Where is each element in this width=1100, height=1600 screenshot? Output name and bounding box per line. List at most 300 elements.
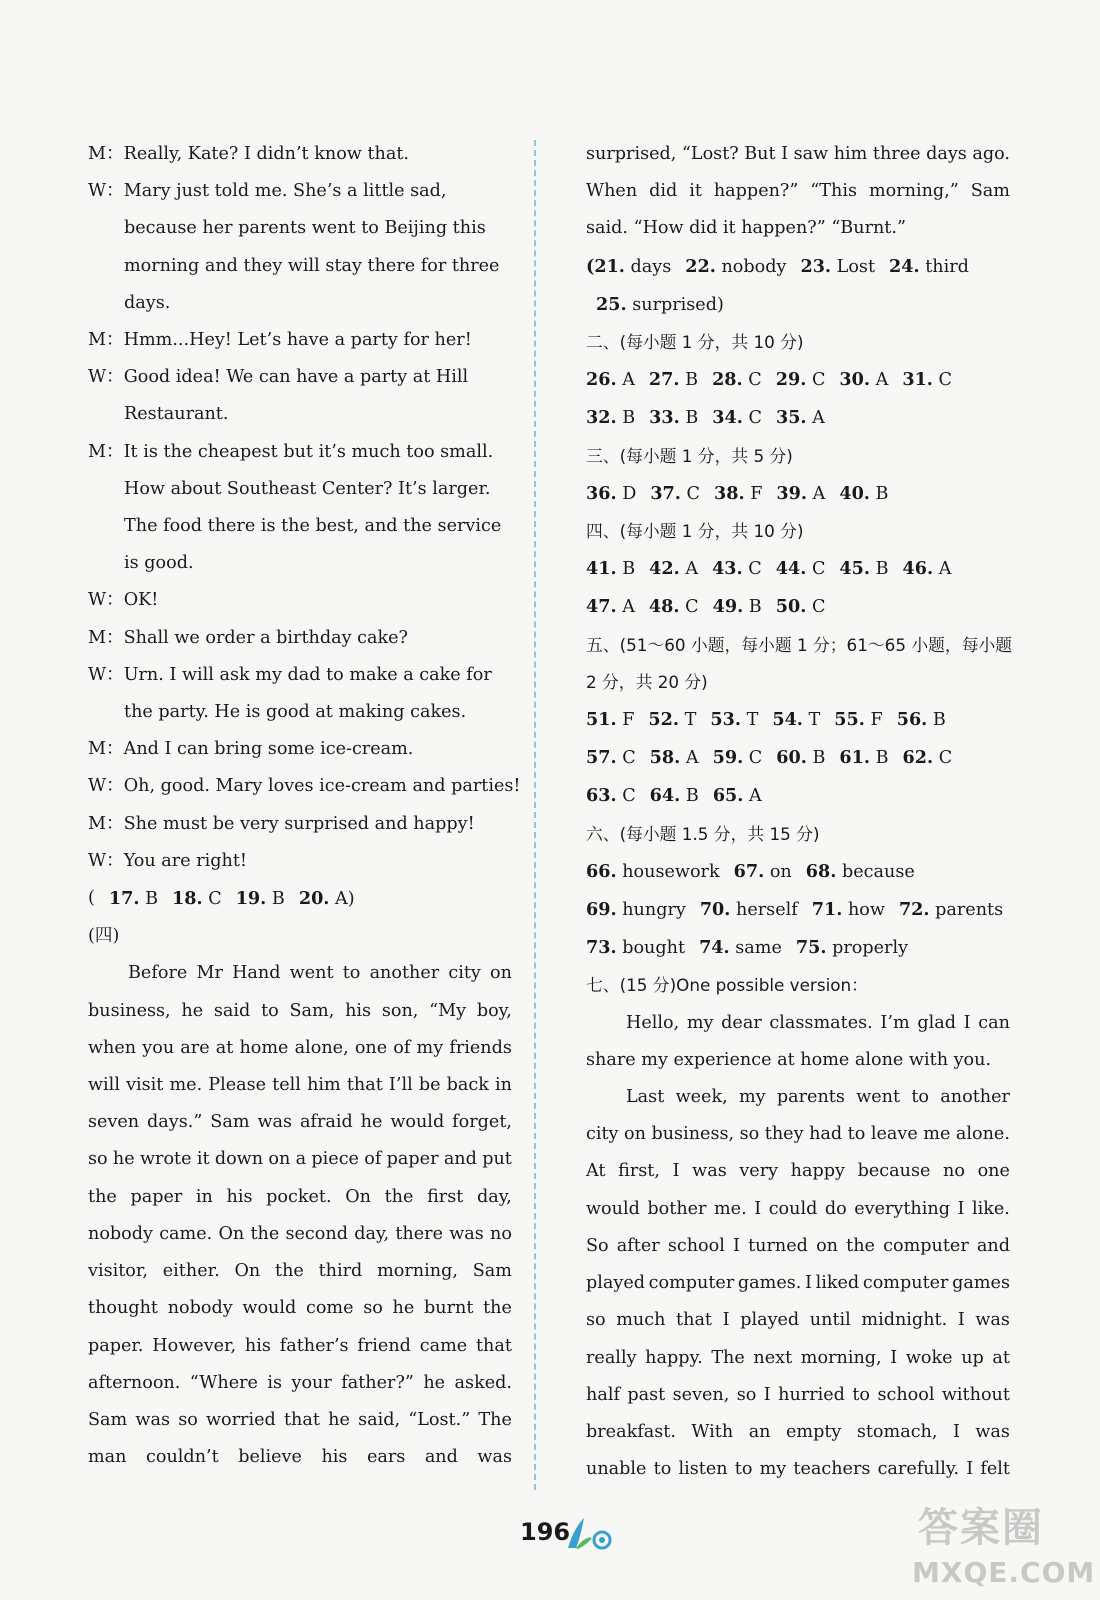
word: worried [206,1409,276,1430]
answer-item [902,361,952,399]
word: a [295,1149,307,1170]
dialogue-text: Shall we order a birthday cake? [123,627,408,648]
word: there [395,1223,443,1244]
answer-value: C [622,786,636,807]
question-number: 25. [596,293,627,315]
word: Before [128,963,188,984]
answer-item [812,891,885,929]
story-line [88,955,512,992]
story-line [88,993,512,1030]
word: said, [358,1409,401,1430]
word: I [672,1161,680,1182]
word: really [586,1347,637,1368]
speaker-label: W： [88,664,124,685]
word: his [345,1000,372,1021]
dialogue-line [88,173,512,210]
word: went [289,963,334,984]
essay-line [586,1228,1010,1265]
word: the [483,1298,512,1319]
word: turned [748,1235,808,1256]
question-number: 31. [902,369,933,391]
word: him [833,144,868,164]
word: came [419,1335,468,1356]
word: paper. [88,1335,144,1356]
question-number: 63. [586,785,617,807]
question-number: 58. [649,747,681,769]
word: played [740,1310,800,1331]
question-number: 59. [712,747,744,769]
word: put [482,1149,512,1170]
speaker-label: M： [88,330,124,351]
dialogue-turn [88,322,512,359]
watermark-bottom: MXQE.COM [912,1556,1096,1589]
answer-value: C [811,597,826,618]
word: Sam [210,1112,250,1133]
swirl-logo-icon [562,1512,614,1552]
story-line [88,1290,512,1327]
answer-item [713,588,762,626]
speaker-label: W： [88,850,124,871]
word: afternoon. [88,1372,181,1393]
word: burnt [424,1298,474,1319]
word: second [285,1223,348,1244]
word: played [586,1273,645,1294]
dialogue-text: You are right! [123,850,247,871]
answer-value: A [938,559,952,580]
question-number: 50. [775,596,807,618]
answer-row [586,361,1010,399]
word: you [142,1037,175,1058]
essay-line [586,1302,1010,1339]
question-number: 64. [649,785,681,807]
dialogue-text: OK! [123,590,159,611]
section-title: 五、(51～60 小题，每小题 1 分；61～65 小题，每小题 [586,634,1013,655]
section-title: 二、(每小题 1 分，共 10 分) [586,332,804,353]
answer-value: B [875,483,889,504]
answer-item [776,739,825,777]
dialogue-text: Urn. I will ask my dad to make a cake for [123,664,492,685]
answer-row [586,891,1010,929]
answer-value: C [686,483,700,504]
question-number: 46. [902,558,934,580]
word: past [627,1384,666,1405]
question-number: 56. [896,709,928,731]
word: very [739,1161,779,1182]
question-number: 26. [586,369,617,391]
answer-item [586,929,685,967]
answer-row [586,475,1010,513]
essay-line [586,1377,1010,1414]
word: dear [721,1012,762,1033]
word: until [809,1310,851,1331]
word: he [360,1112,383,1133]
word: without [941,1384,1010,1405]
question-number: 35. [775,407,807,429]
word: liked [815,1273,860,1294]
answer-value: A [812,408,825,429]
question-number: 66. [586,860,617,882]
word: my [416,1037,444,1058]
word: he [423,1372,446,1393]
word: half [586,1384,620,1405]
word: However, [152,1335,237,1356]
question-number: (21. [586,255,625,277]
word: it [196,1149,210,1170]
word: was [975,1421,1010,1442]
word: when [88,1037,137,1058]
word: he [112,1149,135,1170]
word: leave [870,1124,918,1145]
essay-line [586,1116,1010,1153]
question-number: 70. [699,899,731,921]
answer-item [834,701,882,739]
answer-item [839,739,888,777]
answer-row [586,399,1010,437]
speaker-label: W： [88,590,124,611]
dialogue-text: She must be very surprised and happy! [123,813,475,834]
question-number: 37. [650,482,681,504]
answer-item [839,550,888,588]
word: on [490,963,512,984]
question-number: 60. [776,747,807,769]
word: I [957,1310,965,1331]
question-number: 69. [586,899,617,921]
word: city [448,963,481,984]
essay-line [586,1079,1010,1116]
dialogue-text: the party. He is good at making cakes. [124,702,467,723]
answer-item [699,929,782,967]
speaker-label: M： [88,144,124,164]
word: man [88,1447,127,1468]
answer-row [586,286,1010,324]
word: believe [238,1447,302,1468]
word: city [586,1124,619,1145]
answer-value: hungry [622,900,686,921]
word: bother [647,1198,707,1219]
question-number: 20. [298,888,330,910]
word: friend [357,1335,411,1356]
answer-item [714,475,762,513]
word: three [872,144,921,164]
essay-line [586,1153,1010,1190]
word: on [268,1149,291,1170]
word: Hand [232,963,281,984]
word: On [345,1186,371,1207]
word: was [692,1161,727,1182]
word: he [392,1298,415,1319]
question-number: 67. [733,860,765,882]
dialogue-line [88,545,512,582]
word: wrote [139,1149,192,1170]
word: first [427,1186,464,1207]
speaker-label: W： [88,776,124,797]
answer-row [586,588,1010,626]
answer-item [903,550,952,588]
word: next [753,1347,793,1368]
word: “Where [189,1372,258,1393]
word: couldn’t [146,1447,219,1468]
word: to [261,1000,279,1021]
word: listen [678,1459,728,1480]
answer-value: T [746,710,759,731]
answer-item [649,550,698,588]
question-number: 39. [776,482,808,504]
word: and [976,1235,1010,1256]
answer-value: C [811,370,826,391]
dialogue-line [88,210,512,247]
word: the [275,1261,304,1282]
answer-value: B [685,408,699,429]
dialogue-turn [88,620,512,657]
word: midnight. [861,1310,948,1331]
dialogue-line [88,285,512,322]
watermark [912,1496,1096,1596]
answer-item [839,361,888,399]
answer-item [596,286,724,324]
left-column [88,136,521,1476]
answer-item [685,248,786,286]
word: Last [626,1087,665,1108]
answer-value: B [875,748,889,769]
word: another [940,1087,1010,1108]
word: on [816,1235,839,1256]
answer-value: B [932,710,946,731]
dialogue-turn [88,434,512,583]
word: so [178,1409,198,1430]
word: nobody [88,1223,153,1244]
word: I [805,1273,812,1294]
word: I [963,1012,971,1033]
word: “Lost? [681,144,739,164]
dialogue-text: It is the cheapest but it’s much too small. [123,441,494,462]
word: alone, [294,1037,349,1058]
answer-value: B [622,408,636,429]
word: stomach, [856,1421,938,1442]
answer-value: A [685,748,699,769]
word: that [676,1310,713,1331]
answer-item [586,361,635,399]
question-number: 27. [648,369,680,391]
answer-item [650,475,700,513]
word: Sam [88,1409,128,1430]
answer-value: C [748,370,762,391]
question-number: 52. [648,709,680,731]
story-line [88,1253,512,1290]
dialogue-text: because her parents went to Beijing this [124,218,486,239]
answer-value: A [749,786,762,807]
dialogue-turn [88,657,512,731]
story-line [88,1365,512,1402]
essay-line [586,1414,1010,1451]
story-line [88,1104,512,1141]
dialogue-line [88,396,512,433]
column-divider [534,140,536,1490]
word: “This [810,181,858,202]
word: I [733,1235,740,1256]
speaker-label: M： [88,627,124,648]
word: I [957,1198,965,1219]
answer-item [712,550,762,588]
word: was [257,1112,293,1133]
story-line [88,1067,512,1104]
word: the [88,1186,117,1207]
answer-value: A [622,370,635,391]
question-number: 73. [586,937,617,959]
dialogue-text: morning and they will stay there for three [124,255,500,276]
word: happy [790,1161,845,1182]
word: is [267,1372,283,1393]
question-number: 65. [712,785,744,807]
word: did [649,181,678,202]
word: was [135,1409,170,1430]
question-number: 18. [172,888,203,910]
story-line [88,1439,512,1476]
word: When [586,181,638,202]
question-number: 74. [699,937,730,959]
word: I [763,1384,771,1405]
answer-item [649,588,699,626]
word: to [911,1087,930,1108]
word: so [586,1310,606,1331]
answer-value: parents [935,900,1004,921]
answer-row [586,929,1010,967]
answer-item [700,891,798,929]
section-title: 四、(每小题 1 分，共 10 分) [586,521,804,542]
answer-item [648,701,696,739]
story-line [586,136,1010,173]
word: visitor, [88,1261,148,1282]
story-line [88,1328,512,1365]
question-number: 24. [889,255,920,277]
question-number: 40. [839,482,870,504]
word: alone. [955,1124,1010,1145]
answer-item [899,891,1003,929]
answer-value: B [622,559,636,580]
word: would [390,1112,445,1133]
answer-value: F [750,483,763,504]
answer-value: C [748,748,763,769]
word: and [424,1447,458,1468]
word: will [88,1075,120,1096]
answer-value: A [622,597,635,618]
essay-line [586,1191,1010,1228]
dialogue-line [88,434,512,471]
dialogue-turn [88,768,521,805]
dialogue-text: How about Southeast Center? It’s larger. [124,478,491,499]
word: to [847,1124,866,1145]
question-number: 43. [712,558,743,580]
word: I [722,1310,730,1331]
answer-value: C [938,748,953,769]
answer-row [586,739,1010,777]
word: his [226,1186,253,1207]
word: With [691,1421,734,1442]
dialogue-line [88,731,512,768]
answer-item [236,880,285,918]
answer-item [713,739,763,777]
dialogue-text: is good. [124,553,194,574]
story-line [88,1141,512,1178]
word: of [364,1149,382,1170]
answer-value: bought [622,938,686,959]
answer-value: C [208,889,222,910]
story-line [586,173,1010,210]
word: thought [88,1298,158,1319]
question-number: 51. [586,709,617,731]
answer-value: A [875,370,889,391]
answer-value: because [841,861,915,882]
question-number: 29. [775,369,807,391]
word: either. [162,1261,220,1282]
question-number: 61. [839,747,871,769]
answer-item [650,777,699,815]
answer-value: third [925,256,969,277]
answer-item [800,248,875,286]
watermark-top: 答案圈 [918,1505,1044,1551]
dialogue-line [88,694,512,731]
answer-item [713,777,762,815]
story-line [88,1030,512,1067]
word: that [346,1075,383,1096]
answer-value: on [769,861,792,882]
word: saw [793,144,829,164]
word: so [736,1384,757,1405]
answer-item [586,399,635,437]
word: ears [366,1447,406,1468]
answer-value: housework [622,861,720,882]
answer-value: A) [335,889,355,910]
word: At [586,1161,606,1182]
word: had [809,1124,843,1145]
answer-value: F [870,710,883,731]
answer-value: C [685,597,699,618]
word: to [653,1459,672,1480]
story-line [88,1402,512,1439]
answer-value: C [748,559,762,580]
section-title: 三、(每小题 1 分，共 5 分) [586,445,793,466]
answer-item [734,853,792,891]
word: be [418,1075,441,1096]
word: games. [737,1273,802,1294]
question-number: 38. [713,482,745,504]
word: ago. [972,144,1010,164]
answer-value: surprised) [632,294,724,315]
dialogue-line [88,508,512,545]
word: forget, [452,1112,512,1133]
word: school [877,1384,935,1405]
word: at [215,1037,234,1058]
section-title-cont: 2 分，共 20 分) [586,671,708,692]
answer-item [776,550,826,588]
answer-item [772,701,820,739]
answer-value: B [812,748,826,769]
answer-value: A [685,559,699,580]
word: me. [714,1198,747,1219]
answer-value: C [622,748,636,769]
word: woke [905,1347,953,1368]
answer-value: properly [832,938,909,959]
speaker-label: M： [88,441,124,462]
word: he [181,1000,204,1021]
word: come [305,1298,354,1319]
dialogue-text: Restaurant. [124,404,229,425]
word: business, [651,1124,735,1145]
answer-item [776,475,825,513]
word: Hello, [626,1012,680,1033]
question-number: 49. [712,596,744,618]
word: seven [88,1112,140,1133]
word: son, [381,1000,419,1021]
